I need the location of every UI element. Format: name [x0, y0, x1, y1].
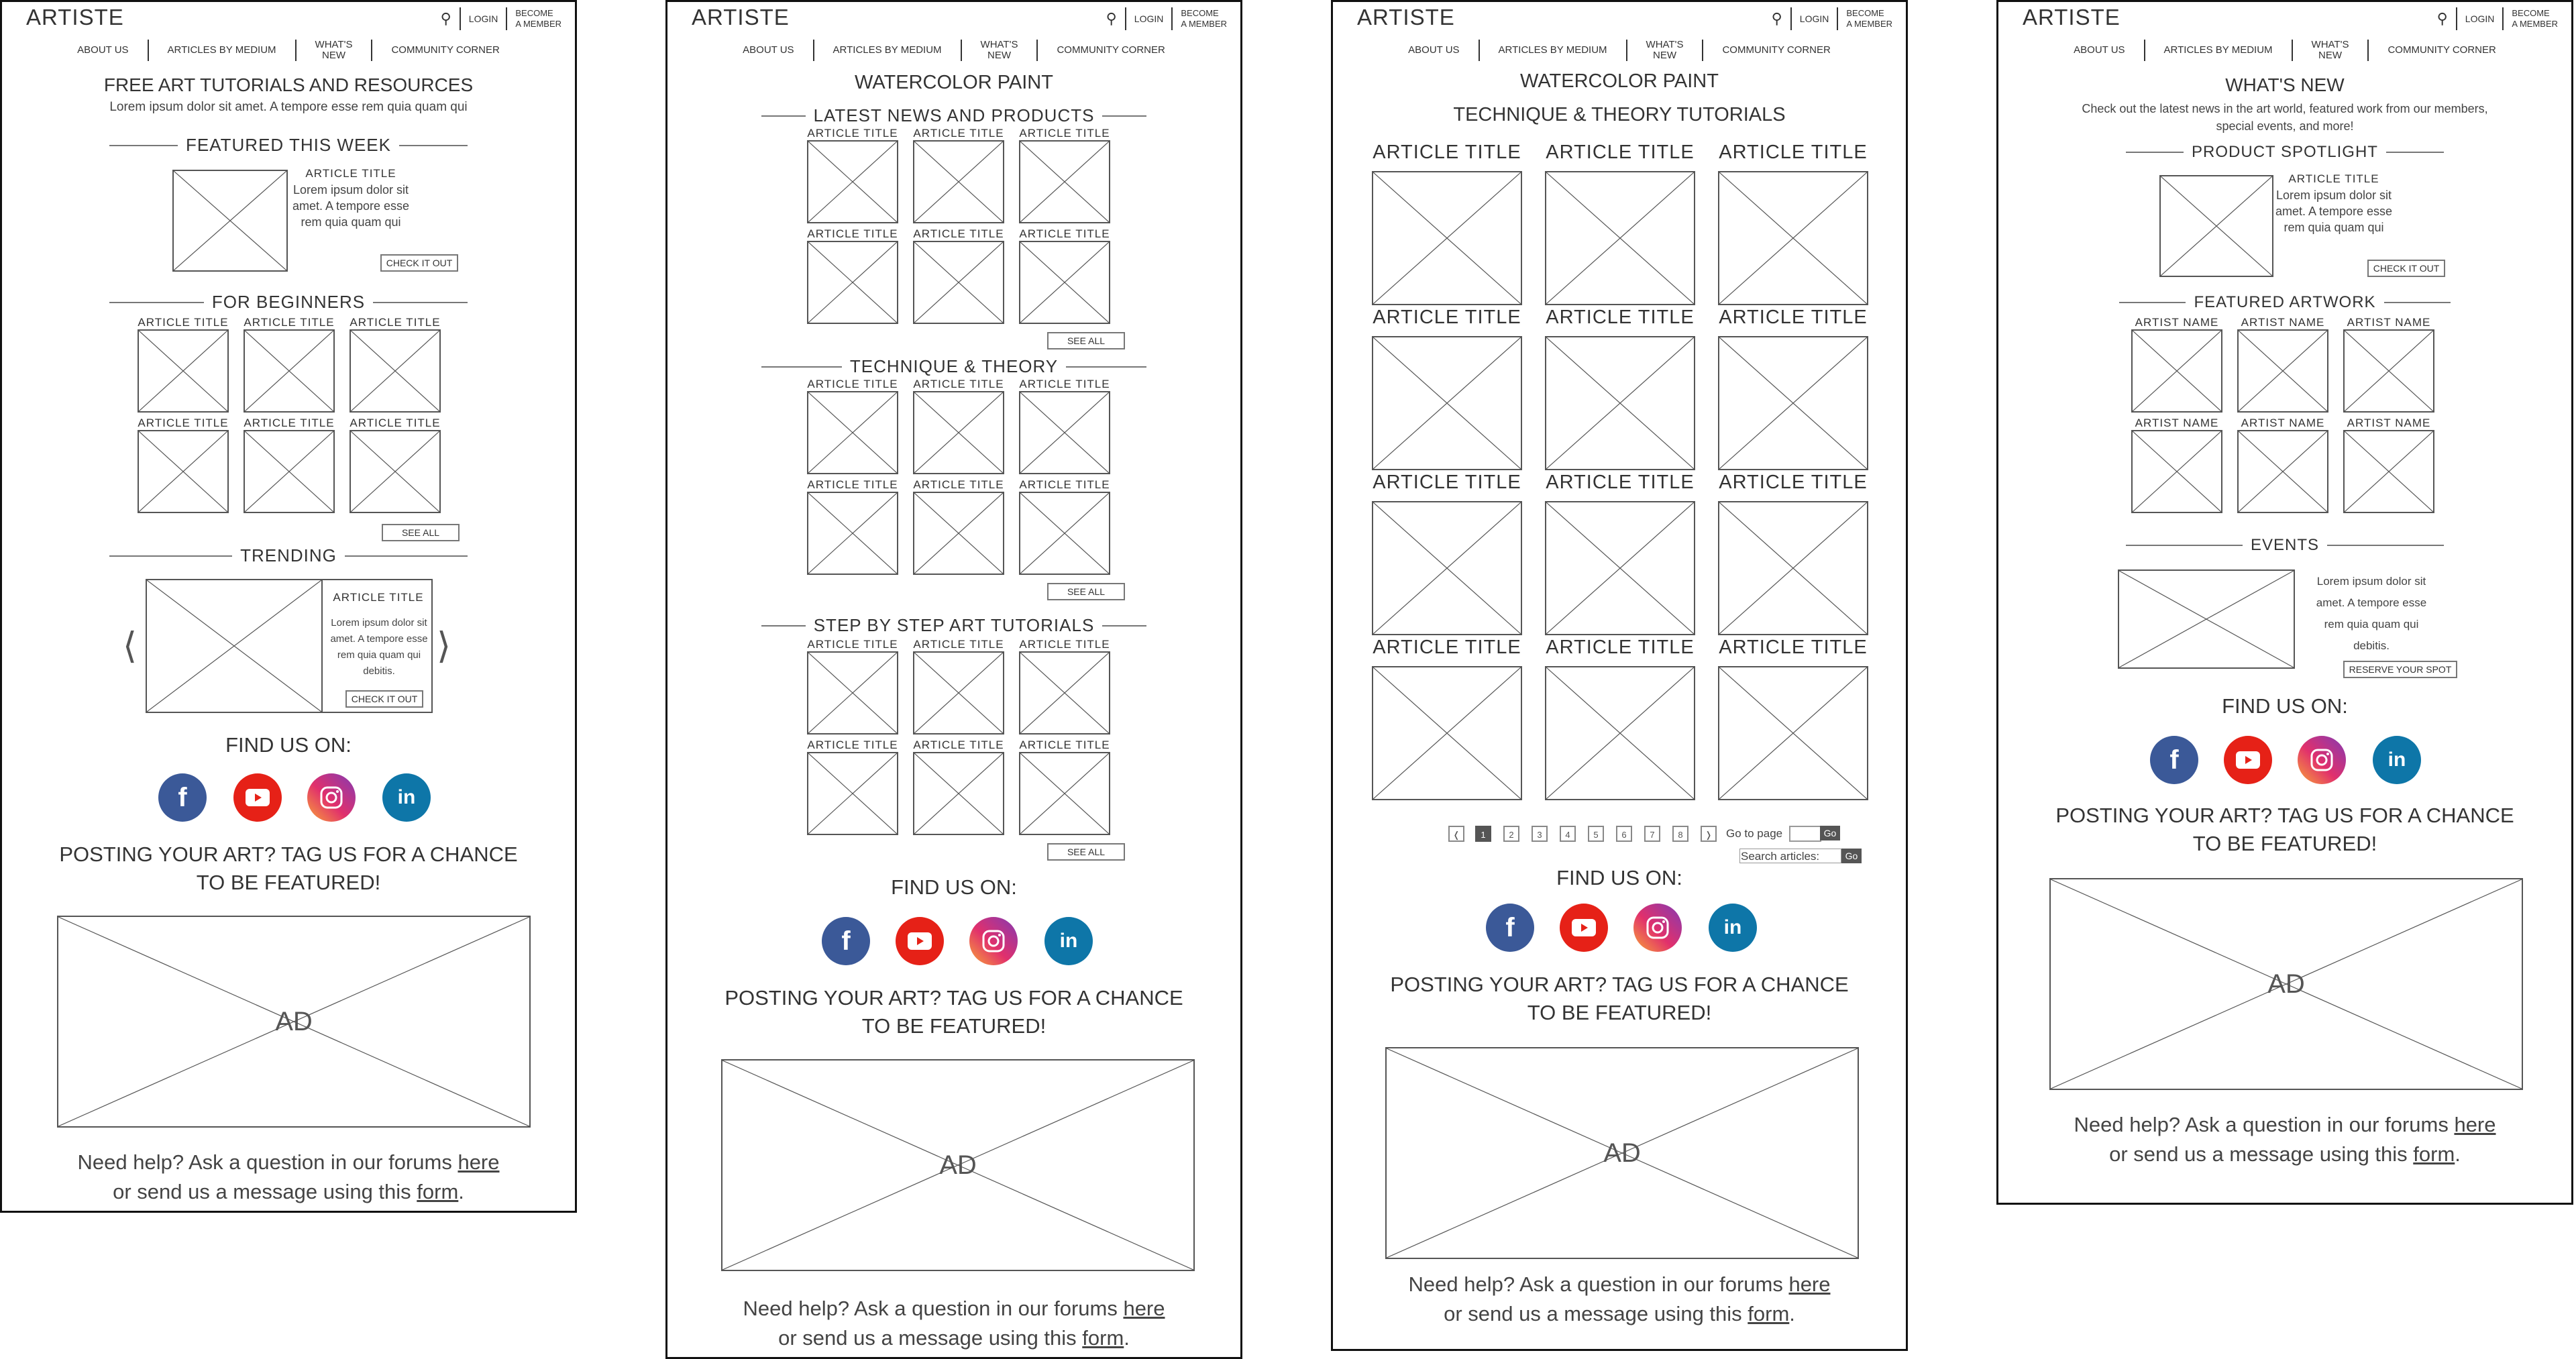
see-all-button[interactable]: SEE ALL: [382, 524, 460, 541]
become-member-link[interactable]: BECOME A MEMBER: [515, 8, 561, 29]
trending-title: ARTICLE TITLE: [333, 591, 424, 604]
section-spotlight: PRODUCT SPOTLIGHT: [2126, 143, 2444, 162]
find-us-label: FIND US ON:: [1556, 866, 1682, 889]
search-go-button[interactable]: Go: [1841, 849, 1862, 863]
article-thumbnail[interactable]: [913, 140, 1004, 223]
article-thumbnail[interactable]: [1372, 501, 1522, 635]
pager-page[interactable]: 2: [1503, 826, 1519, 842]
nav-articles[interactable]: ARTICLES BY MEDIUM: [167, 44, 276, 56]
ad-label: AD: [939, 1150, 977, 1180]
article-thumbnail[interactable]: [807, 752, 898, 835]
article-title[interactable]: ARTICLE TITLE: [1546, 307, 1695, 328]
article-thumbnail[interactable]: [138, 329, 229, 413]
section-technique: TECHNIQUE & THEORY: [761, 356, 1146, 377]
trending-text: Lorem ipsum dolor sit amet. A tempore esse rem quia quam qui debitis.: [330, 617, 428, 677]
article-thumbnail[interactable]: [1372, 666, 1522, 800]
see-all-button[interactable]: SEE ALL: [1047, 583, 1125, 600]
pager-page[interactable]: 6: [1616, 826, 1632, 842]
nav-whats-new[interactable]: WHAT'S NEW: [980, 39, 1018, 61]
forums-link[interactable]: here: [2454, 1113, 2496, 1136]
article-thumbnail[interactable]: [913, 752, 1004, 835]
form-link[interactable]: form: [2413, 1142, 2455, 1166]
article-thumbnail[interactable]: [913, 391, 1004, 474]
check-it-out-button[interactable]: CHECK IT OUT: [2367, 260, 2445, 277]
article-title[interactable]: ARTICLE TITLE: [1719, 142, 1868, 163]
artwork-thumbnail[interactable]: [2343, 430, 2434, 513]
article-title[interactable]: ARTICLE TITLE: [913, 378, 1004, 390]
pager-prev[interactable]: ❬: [1448, 826, 1464, 842]
article-title[interactable]: ARTICLE TITLE: [350, 417, 441, 429]
search-articles-input[interactable]: [1739, 849, 1841, 863]
article-title[interactable]: ARTICLE TITLE: [244, 417, 335, 429]
find-us-label: FIND US ON:: [891, 875, 1017, 899]
ad-banner[interactable]: [1385, 1047, 1859, 1259]
find-us-label: FIND US ON:: [2222, 694, 2348, 718]
article-thumbnail[interactable]: [244, 329, 335, 413]
check-it-out-button[interactable]: CHECK IT OUT: [380, 254, 458, 272]
form-link[interactable]: form: [1748, 1302, 1790, 1325]
article-title[interactable]: ARTICLE TITLE: [1019, 638, 1110, 651]
article-thumbnail[interactable]: [244, 430, 335, 513]
article-thumbnail[interactable]: [1545, 501, 1695, 635]
pager-page[interactable]: 4: [1560, 826, 1576, 842]
article-thumbnail[interactable]: [350, 430, 441, 513]
nav-about[interactable]: ABOUT US: [2074, 44, 2125, 56]
article-thumbnail[interactable]: [807, 140, 898, 223]
youtube-icon[interactable]: [2224, 736, 2272, 784]
article-thumbnail[interactable]: [1545, 666, 1695, 800]
trending-check-it-out-button[interactable]: CHECK IT OUT: [345, 690, 423, 708]
youtube-icon[interactable]: [1560, 904, 1608, 952]
article-title[interactable]: ARTICLE TITLE: [913, 227, 1004, 240]
article-title[interactable]: ARTICLE TITLE: [1019, 227, 1110, 240]
article-thumbnail[interactable]: [138, 430, 229, 513]
section-beginners: FOR BEGINNERS: [109, 292, 468, 313]
event-image[interactable]: [2118, 569, 2295, 669]
page-title: WATERCOLOR PAINT: [855, 72, 1053, 93]
forums-link[interactable]: here: [1123, 1297, 1165, 1320]
article-title[interactable]: ARTICLE TITLE: [1719, 472, 1868, 493]
pager-page[interactable]: 1: [1475, 826, 1491, 842]
wireframe-whats-new: [1996, 0, 2573, 1205]
wireframe-watercolor: [665, 0, 1242, 1359]
article-thumbnail[interactable]: [1019, 140, 1110, 223]
article-title[interactable]: ARTICLE TITLE: [913, 127, 1004, 140]
artist-name[interactable]: ARTIST NAME: [2347, 417, 2431, 429]
become-member-link[interactable]: BECOME A MEMBER: [2512, 8, 2558, 29]
article-title[interactable]: ARTICLE TITLE: [913, 638, 1004, 651]
section-latest: LATEST NEWS AND PRODUCTS: [761, 105, 1146, 126]
nav-about[interactable]: ABOUT US: [743, 44, 794, 56]
article-thumbnail[interactable]: [1545, 171, 1695, 305]
login-link[interactable]: LOGIN: [1134, 13, 1164, 24]
forums-link[interactable]: here: [1788, 1272, 1831, 1296]
search-icon[interactable]: ⚲: [440, 10, 451, 27]
main-nav: [1333, 37, 1906, 64]
login-link[interactable]: LOGIN: [1799, 13, 1829, 24]
nav-community[interactable]: COMMUNITY CORNER: [1722, 44, 1831, 56]
article-thumbnail[interactable]: [1718, 666, 1868, 800]
artist-name[interactable]: ARTIST NAME: [2347, 316, 2431, 329]
goto-input[interactable]: [1789, 826, 1821, 842]
artist-name[interactable]: ARTIST NAME: [2135, 316, 2219, 329]
linkedin-icon[interactable]: in: [2373, 736, 2421, 784]
login-link[interactable]: LOGIN: [468, 13, 498, 24]
nav-articles[interactable]: ARTICLES BY MEDIUM: [2163, 44, 2273, 56]
artwork-thumbnail[interactable]: [2131, 430, 2222, 513]
article-thumbnail[interactable]: [1019, 492, 1110, 575]
facebook-icon[interactable]: f: [2150, 736, 2198, 784]
spotlight-title[interactable]: ARTICLE TITLE: [2288, 172, 2379, 185]
artwork-thumbnail[interactable]: [2343, 329, 2434, 413]
main-nav: [1998, 37, 2571, 64]
article-thumbnail[interactable]: [913, 241, 1004, 324]
pager-page[interactable]: 8: [1672, 826, 1688, 842]
article-thumbnail[interactable]: [1372, 336, 1522, 470]
article-title[interactable]: ARTICLE TITLE: [807, 127, 898, 140]
wireframe-tutorials: [1331, 0, 1908, 1351]
logo[interactable]: ARTISTE: [26, 5, 124, 30]
article-title[interactable]: ARTICLE TITLE: [138, 417, 229, 429]
section-featured: FEATURED THIS WEEK: [109, 135, 468, 156]
article-title[interactable]: ARTICLE TITLE: [1719, 307, 1868, 328]
article-title[interactable]: ARTICLE TITLE: [1373, 307, 1521, 328]
article-title[interactable]: ARTICLE TITLE: [1373, 637, 1521, 658]
article-title[interactable]: ARTICLE TITLE: [244, 316, 335, 329]
instagram-icon[interactable]: [307, 773, 356, 822]
article-title[interactable]: ARTICLE TITLE: [1719, 637, 1868, 658]
pager-page[interactable]: 7: [1644, 826, 1660, 842]
article-title[interactable]: ARTICLE TITLE: [1546, 472, 1695, 493]
chevron-right-icon[interactable]: ⟩: [437, 626, 451, 666]
instagram-icon[interactable]: [2298, 736, 2346, 784]
featured-image[interactable]: [172, 170, 288, 272]
pager-page[interactable]: 5: [1588, 826, 1604, 842]
find-us-label: FIND US ON:: [225, 733, 352, 757]
trending-image: [147, 580, 323, 712]
article-thumbnail[interactable]: [913, 651, 1004, 735]
help-text: Need help? Ask a question in our forums here or send us a message using this form.: [743, 1297, 1165, 1350]
main-nav: [667, 37, 1240, 64]
chevron-left-icon[interactable]: ⟨: [123, 626, 138, 666]
trending-card[interactable]: [146, 579, 433, 713]
artist-name[interactable]: ARTIST NAME: [2241, 316, 2325, 329]
article-thumbnail[interactable]: [807, 241, 898, 324]
event-text: Lorem ipsum dolor sit amet. A tempore esse rem quia quam qui debitis.: [2316, 575, 2427, 652]
page-subtitle: Check out the latest news in the art world, featured work from our members, special events, and more!: [2082, 102, 2488, 133]
nav-whats-new[interactable]: WHAT'S NEW: [315, 39, 353, 61]
logo[interactable]: ARTISTE: [692, 5, 790, 30]
featured-text: Lorem ipsum dolor sit amet. A tempore esse rem quia quam qui: [292, 183, 410, 229]
section-featured-artwork: FEATURED ARTWORK: [2119, 293, 2451, 312]
featured-title[interactable]: ARTICLE TITLE: [305, 167, 396, 180]
artwork-thumbnail[interactable]: [2237, 329, 2328, 413]
goto-go-button[interactable]: Go: [1820, 826, 1840, 840]
article-title[interactable]: ARTICLE TITLE: [1546, 637, 1695, 658]
logo[interactable]: ARTISTE: [1357, 5, 1455, 30]
nav-whats-new[interactable]: WHAT'S NEW: [1646, 39, 1684, 61]
help-text: Need help? Ask a question in our forums here or send us a message using this form.: [1408, 1272, 1831, 1325]
posting-text: POSTING YOUR ART? TAG US FOR A CHANCE TO BE FEATURED!: [59, 842, 518, 894]
ad-banner[interactable]: [721, 1059, 1195, 1271]
posting-text: POSTING YOUR ART? TAG US FOR A CHANCE TO BE FEATURED!: [724, 986, 1183, 1038]
article-title[interactable]: ARTICLE TITLE: [807, 378, 898, 390]
search-articles-label: Search articles:: [1741, 850, 1820, 863]
article-title[interactable]: ARTICLE TITLE: [1373, 142, 1521, 163]
article-thumbnail[interactable]: [1372, 171, 1522, 305]
facebook-icon[interactable]: f: [158, 773, 207, 822]
see-all-button[interactable]: SEE ALL: [1047, 332, 1125, 349]
instagram-icon[interactable]: [1633, 904, 1682, 952]
become-member-link[interactable]: BECOME A MEMBER: [1181, 8, 1227, 29]
nav-community[interactable]: COMMUNITY CORNER: [1057, 44, 1165, 56]
nav-about[interactable]: ABOUT US: [1408, 44, 1460, 56]
search-icon[interactable]: ⚲: [2436, 10, 2448, 27]
nav-about[interactable]: ABOUT US: [77, 44, 129, 56]
posting-text: POSTING YOUR ART? TAG US FOR A CHANCE TO BE FEATURED!: [1390, 973, 1849, 1024]
article-title[interactable]: ARTICLE TITLE: [1373, 472, 1521, 493]
page-subtitle: Lorem ipsum dolor sit amet. A tempore esse rem quia quam qui: [109, 100, 468, 114]
forums-link[interactable]: here: [458, 1150, 500, 1174]
article-thumbnail[interactable]: [1545, 336, 1695, 470]
article-title[interactable]: ARTICLE TITLE: [807, 638, 898, 651]
wireframe-home: [0, 0, 577, 1213]
article-thumbnail[interactable]: [807, 492, 898, 575]
ad-banner[interactable]: [57, 916, 531, 1128]
main-nav: [2, 37, 575, 64]
article-title[interactable]: ARTICLE TITLE: [138, 316, 229, 329]
goto-label: Go to page: [1726, 827, 1783, 840]
ad-banner[interactable]: [2049, 878, 2523, 1090]
section-events: EVENTS: [2126, 536, 2444, 555]
artwork-thumbnail[interactable]: [2237, 430, 2328, 513]
ad-label: AD: [2267, 969, 2305, 999]
logo[interactable]: ARTISTE: [2023, 5, 2121, 30]
article-thumbnail[interactable]: [1019, 651, 1110, 735]
article-title[interactable]: ARTICLE TITLE: [913, 478, 1004, 491]
see-all-button[interactable]: SEE ALL: [1047, 843, 1125, 861]
facebook-icon[interactable]: f: [822, 917, 870, 965]
article-title[interactable]: ARTICLE TITLE: [807, 739, 898, 751]
help-text: Need help? Ask a question in our forums here or send us a message using this form.: [77, 1150, 500, 1203]
become-member-link[interactable]: BECOME A MEMBER: [1846, 8, 1892, 29]
search-icon[interactable]: ⚲: [1106, 10, 1117, 27]
youtube-icon[interactable]: [233, 773, 282, 822]
search-icon[interactable]: ⚲: [1771, 10, 1782, 27]
page-title: FREE ART TUTORIALS AND RESOURCES: [103, 74, 474, 95]
nav-community[interactable]: COMMUNITY CORNER: [391, 44, 500, 56]
article-thumbnail[interactable]: [1019, 752, 1110, 835]
nav-community[interactable]: COMMUNITY CORNER: [2387, 44, 2496, 56]
article-thumbnail[interactable]: [807, 651, 898, 735]
article-thumbnail[interactable]: [807, 391, 898, 474]
article-title[interactable]: ARTICLE TITLE: [350, 316, 441, 329]
youtube-icon[interactable]: [896, 917, 944, 965]
article-title[interactable]: ARTICLE TITLE: [1546, 142, 1695, 163]
article-thumbnail[interactable]: [1718, 336, 1868, 470]
login-link[interactable]: LOGIN: [2465, 13, 2495, 24]
page-title: WHAT'S NEW: [2225, 74, 2345, 95]
form-link[interactable]: form: [417, 1180, 459, 1203]
artist-name[interactable]: ARTIST NAME: [2135, 417, 2219, 429]
artwork-thumbnail[interactable]: [2131, 329, 2222, 413]
article-title[interactable]: ARTICLE TITLE: [807, 478, 898, 491]
nav-articles[interactable]: ARTICLES BY MEDIUM: [1498, 44, 1607, 56]
article-thumbnail[interactable]: [1019, 241, 1110, 324]
form-link[interactable]: form: [1082, 1326, 1124, 1350]
spotlight-text: Lorem ipsum dolor sit amet. A tempore esse rem quia quam qui: [2275, 188, 2393, 234]
page-subtitle: TECHNIQUE & THEORY TUTORIALS: [1453, 104, 1786, 125]
article-thumbnail[interactable]: [350, 329, 441, 413]
article-title[interactable]: ARTICLE TITLE: [807, 227, 898, 240]
facebook-icon[interactable]: f: [1486, 904, 1534, 952]
nav-articles[interactable]: ARTICLES BY MEDIUM: [833, 44, 942, 56]
nav-whats-new[interactable]: WHAT'S NEW: [2311, 39, 2349, 61]
pager-page[interactable]: 3: [1532, 826, 1548, 842]
spotlight-image[interactable]: [2159, 175, 2273, 277]
instagram-icon[interactable]: [969, 917, 1018, 965]
ad-label: AD: [1603, 1138, 1641, 1168]
article-title[interactable]: ARTICLE TITLE: [1019, 378, 1110, 390]
article-title[interactable]: ARTICLE TITLE: [1019, 127, 1110, 140]
article-thumbnail[interactable]: [1718, 501, 1868, 635]
posting-text: POSTING YOUR ART? TAG US FOR A CHANCE TO BE FEATURED!: [2055, 804, 2514, 855]
artist-name[interactable]: ARTIST NAME: [2241, 417, 2325, 429]
linkedin-icon[interactable]: in: [382, 773, 431, 822]
article-thumbnail[interactable]: [1019, 391, 1110, 474]
page-title: WATERCOLOR PAINT: [1520, 70, 1719, 92]
article-thumbnail[interactable]: [913, 492, 1004, 575]
pager-next[interactable]: ❭: [1701, 826, 1717, 842]
linkedin-icon[interactable]: in: [1709, 904, 1757, 952]
help-text: Need help? Ask a question in our forums here or send us a message using this form.: [2074, 1113, 2496, 1166]
section-trending: TRENDING: [109, 545, 468, 566]
section-step-by-step: STEP BY STEP ART TUTORIALS: [761, 615, 1146, 636]
ad-label: AD: [275, 1007, 313, 1036]
article-title[interactable]: ARTICLE TITLE: [913, 739, 1004, 751]
linkedin-icon[interactable]: in: [1044, 917, 1093, 965]
article-title[interactable]: ARTICLE TITLE: [1019, 478, 1110, 491]
article-thumbnail[interactable]: [1718, 171, 1868, 305]
article-title[interactable]: ARTICLE TITLE: [1019, 739, 1110, 751]
reserve-spot-button[interactable]: RESERVE YOUR SPOT: [2343, 661, 2457, 678]
